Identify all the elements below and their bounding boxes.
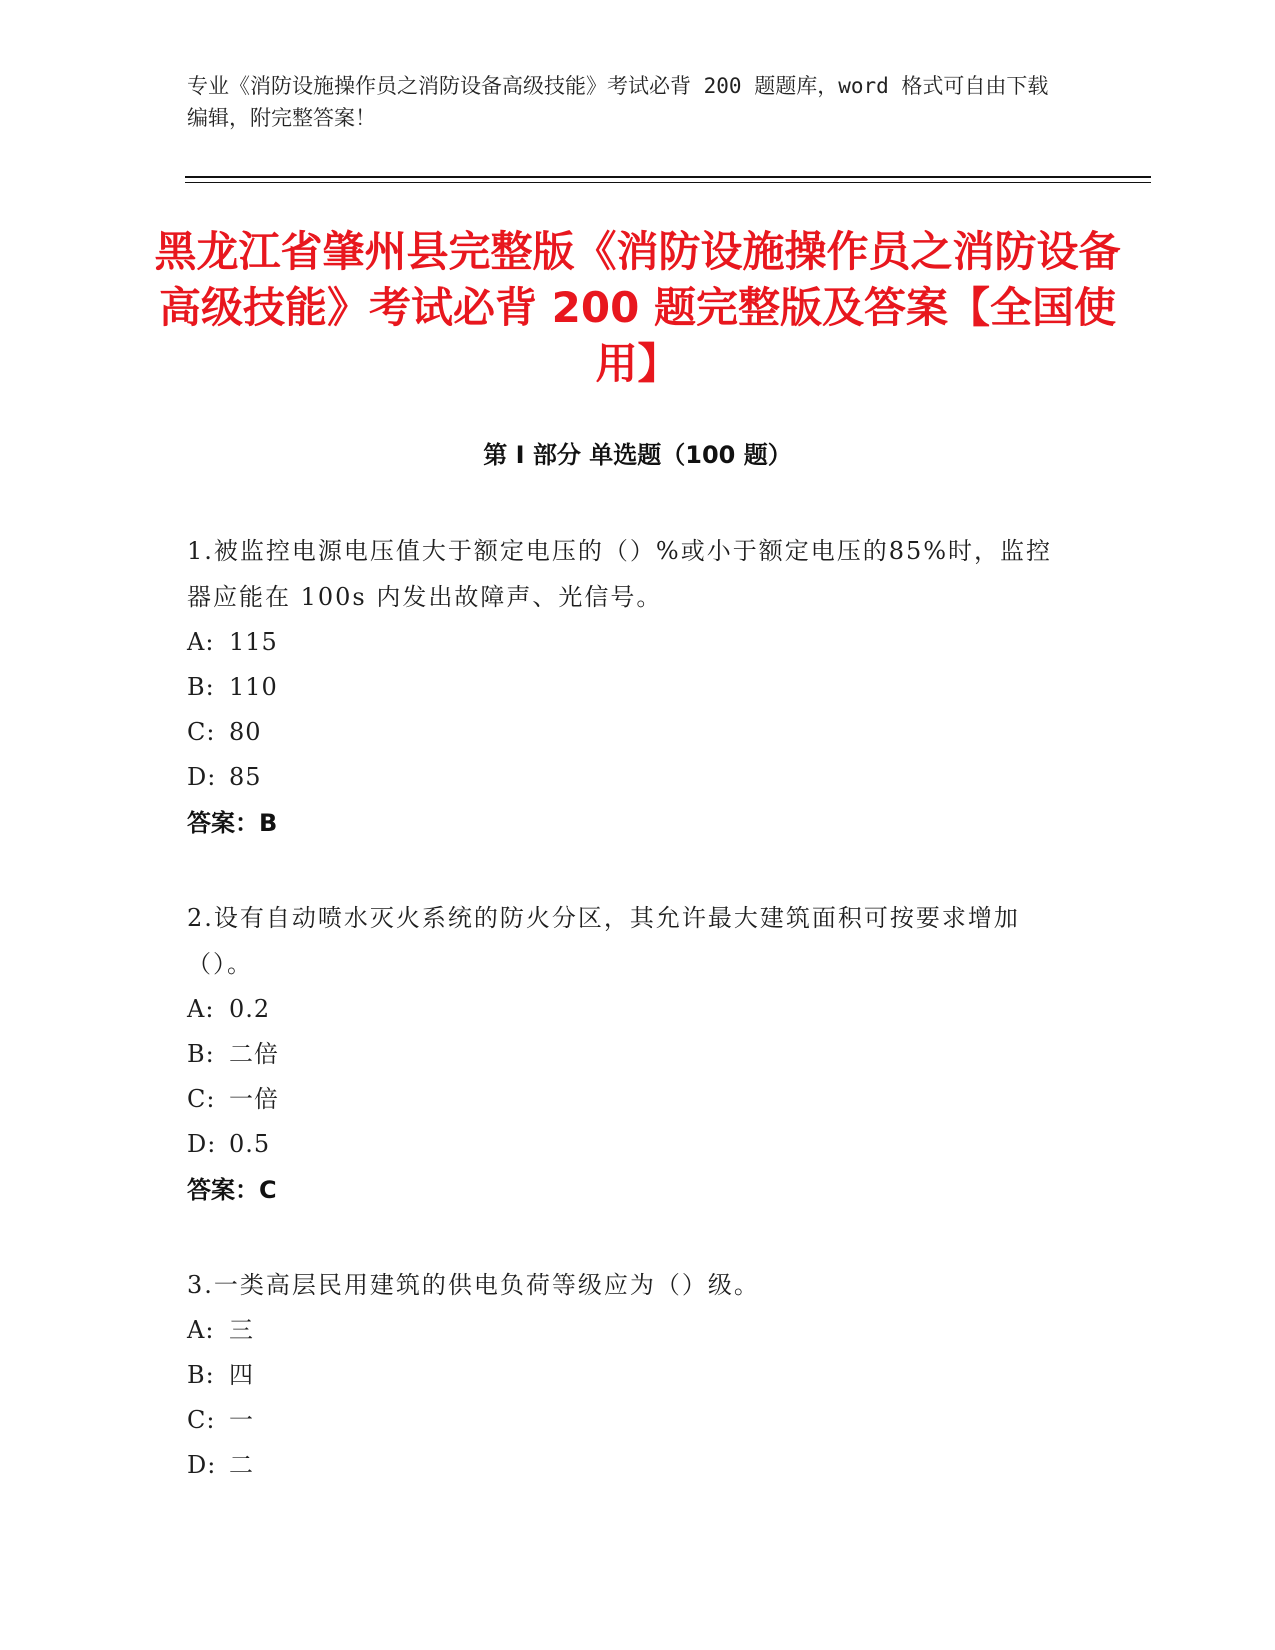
option-c	[187, 1398, 1067, 1443]
option-text: 0.2	[229, 995, 271, 1023]
option-text: 三	[229, 1316, 254, 1344]
option-text: 一倍	[229, 1085, 279, 1113]
option-b	[187, 1032, 1067, 1077]
option-a	[187, 987, 1067, 1032]
header-divider-thick	[185, 176, 1151, 178]
option-letter: A:	[187, 1316, 215, 1344]
question-list	[187, 528, 1067, 1537]
option-letter: A:	[187, 995, 215, 1023]
question-2	[187, 895, 1067, 1213]
option-text: 四	[229, 1361, 254, 1389]
question-stem: 3.一类高层民用建筑的供电负荷等级应为（）级。	[187, 1271, 760, 1299]
option-c	[187, 710, 1067, 755]
answer-line: 答案：C	[187, 1176, 277, 1204]
option-letter: C:	[187, 718, 216, 746]
question-stem: 1.被监控电源电压值大于额定电压的（）%或小于额定电压的85%时，监控器应能在 100s 内发出故障声、光信号。	[187, 537, 1053, 611]
option-letter: B:	[187, 1040, 215, 1068]
option-letter: D:	[187, 1451, 217, 1479]
option-letter: D:	[187, 763, 217, 791]
document-title: 黑龙江省肇州县完整版《消防设施操作员之消防设备高级技能》考试必背 200 题完整版及答案【全国使用】	[154, 227, 1121, 388]
option-letter: B:	[187, 673, 215, 701]
header-note: 专业《消防设施操作员之消防设备高级技能》考试必背 200 题题库，word 格式可自由下载编辑，附完整答案！	[187, 74, 1049, 130]
option-text: 115	[229, 628, 278, 656]
option-letter: C:	[187, 1406, 216, 1434]
option-letter: B:	[187, 1361, 215, 1389]
option-b	[187, 1353, 1067, 1398]
question-3	[187, 1262, 1067, 1488]
section-heading: 第 I 部分 单选题（100 题）	[483, 441, 792, 469]
option-a	[187, 620, 1067, 665]
option-text: 二倍	[229, 1040, 279, 1068]
option-letter: A:	[187, 628, 215, 656]
option-d	[187, 1443, 1067, 1488]
question-1	[187, 528, 1067, 846]
option-text: 一	[229, 1406, 254, 1434]
option-d	[187, 1122, 1067, 1167]
option-text: 110	[229, 673, 278, 701]
option-text: 二	[229, 1451, 254, 1479]
option-text: 0.5	[229, 1130, 271, 1158]
question-stem: 2.设有自动喷水灭火系统的防火分区，其允许最大建筑面积可按要求增加（）。	[187, 904, 1020, 978]
option-text: 80	[229, 718, 262, 746]
option-letter: D:	[187, 1130, 217, 1158]
option-b	[187, 665, 1067, 710]
option-c	[187, 1077, 1067, 1122]
option-text: 85	[229, 763, 262, 791]
option-d	[187, 755, 1067, 800]
answer-line: 答案：B	[187, 809, 278, 837]
option-a	[187, 1308, 1067, 1353]
option-letter: C:	[187, 1085, 216, 1113]
header-divider-thin	[185, 182, 1151, 183]
